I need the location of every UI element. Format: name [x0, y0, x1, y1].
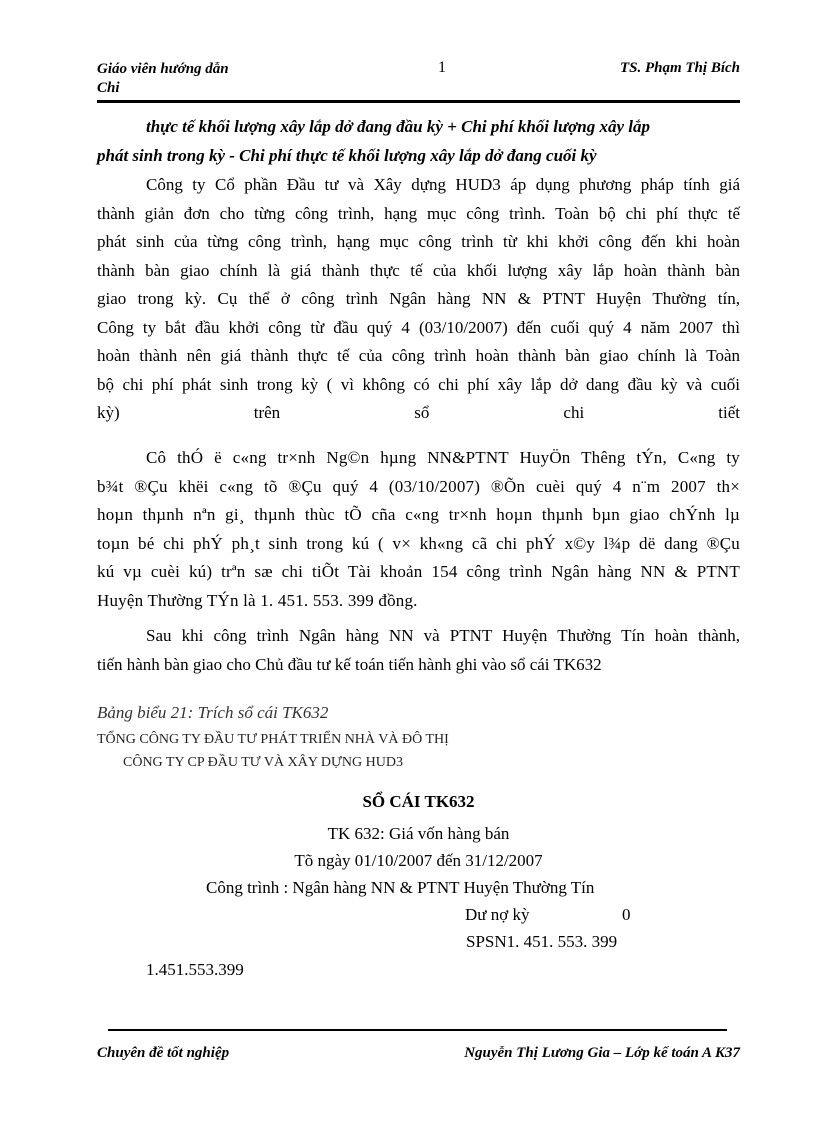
- ledger-account: TK 632: Giá vốn hàng bán: [327, 824, 510, 843]
- word: sổ: [414, 403, 430, 422]
- ledger-org-line-1: TỔNG CÔNG TY ĐẦU TƯ PHÁT TRIỂN NHÀ VÀ ĐÔ THỊ: [97, 732, 449, 747]
- para1-line: giao trong kỳ. Cụ thể ở công trình Ngân hàng NN & PTNT Huyện Thường tín,: [97, 289, 740, 308]
- para1-line: hoàn thành nên giá thành thực tế của công trình hoàn thành bàn giao chính là Toàn: [97, 346, 740, 365]
- ledger-amount: 1.451.553.399: [146, 960, 244, 979]
- footer-right: Nguyễn Thị Lương Gia – Lớp kế toán A K37: [464, 1045, 740, 1061]
- page-number: 1: [438, 59, 446, 76]
- para1-line: Công ty Cổ phần Đầu tư và Xây dựng HUD3 áp dụng phương pháp tính giá: [146, 175, 740, 194]
- para1-line: bộ chi phí phát sinh trong kỳ ( vì không có chi phí xây lắp dở dang đầu kỳ và cuối: [97, 374, 740, 394]
- ledger-period: Tõ ngày 01/10/2007 đến 31/12/2007: [294, 851, 543, 870]
- ledger-caption: Bảng biểu 21: Trích sổ cái TK632: [97, 703, 329, 722]
- header-instructor-line1: Giáo viên hướng dẫn: [97, 61, 229, 77]
- paragraph-2: [97, 444, 740, 615]
- ledger-opening-label: Dư nợ kỳ: [465, 905, 530, 924]
- header-right: TS. Phạm Thị Bích: [619, 60, 740, 76]
- footer-left: Chuyên đề tốt nghiệp: [97, 1045, 230, 1061]
- ledger-spsn: SPSN1. 451. 553. 399: [466, 932, 618, 951]
- word: chi: [563, 403, 585, 422]
- para1-line: Công ty bắt đầu khởi công từ đầu quý 4 (03/10/2007) đến cuối quý 4 năm 2007 thì: [97, 317, 740, 337]
- formula-block: [97, 113, 740, 170]
- ledger-project: Công trình : Ngân hàng NN & PTNT Huyện Thường Tín: [206, 878, 595, 897]
- para1-line: phát sinh của từng công trình, hạng mục công trình từ khi khởi công đến khi hoàn: [97, 232, 740, 251]
- header-left: [97, 60, 297, 98]
- word: kỳ): [97, 403, 120, 422]
- formula-line-2: phát sinh trong kỳ - Chi phí thực tế khối lượng xây lắp dở đang cuối kỳ: [97, 145, 597, 165]
- para1-line: thành giản đơn cho từng công trình, hạng mục công trình. Toàn bộ chi phí thực tế: [97, 203, 740, 223]
- paragraph-3: [97, 622, 740, 679]
- para1-last-line: [97, 399, 740, 428]
- word: tiết: [718, 403, 740, 422]
- para2-last-line: Huyện Thường TÝn là 1. 451. 553. 399 đồng.: [97, 590, 418, 610]
- para2-line: b¾t ®Çu khëi c«ng tõ ®Çu quý 4 (03/10/2007) ®Õn cuèi quý 4 n¨m 2007 th×: [97, 476, 740, 496]
- ledger-org-line-2: CÔNG TY CP ĐẦU TƯ VÀ XÂY DỰNG HUD3: [123, 755, 403, 770]
- word: trên: [253, 403, 281, 422]
- para1-line: thành bàn giao chính là giá thành thực tế của khối lượng xây lắp hoàn thành bàn: [97, 260, 740, 280]
- ledger-opening-value: 0: [622, 905, 631, 924]
- para2-line: toµn bé chi phÝ ph¸t sinh trong kú ( v× kh«ng cã chi phÝ x©y l¾p dë dang ®Çu: [97, 533, 740, 553]
- para2-line: kú vµ cuèi kú) trªn sæ chi tiÕt Tài khoản 154 công trình Ngân hàng NN & PTNT: [97, 562, 740, 581]
- ledger-title: SỔ CÁI TK632: [362, 792, 475, 811]
- footer-divider: [108, 1029, 727, 1031]
- para3-line-2: tiến hành bàn giao cho Chủ đầu tư kế toán tiến hành ghi vào sổ cái TK632: [97, 654, 602, 674]
- header-instructor-line2: Chi: [97, 80, 120, 96]
- header-divider: [97, 100, 740, 103]
- para2-line: Cô thÓ ë c«ng tr×nh Ng©n hµng NN&PTNT HuyÖn Thêng tÝn, C«ng ty: [146, 448, 740, 467]
- para3-line-1: Sau khi công trình Ngân hàng NN và PTNT Huyện Thường Tín hoàn thành,: [146, 626, 740, 645]
- para2-line: hoµn thµnh nªn gi¸ thµnh thùc tÕ cña c«ng tr×nh hoµn thµnh bµn giao chÝnh lµ: [97, 505, 740, 524]
- paragraph-1: [97, 171, 740, 428]
- formula-line-1: thực tế khối lượng xây lắp dở đang đầu kỳ + Chi phí khối lượng xây lắp: [146, 117, 650, 136]
